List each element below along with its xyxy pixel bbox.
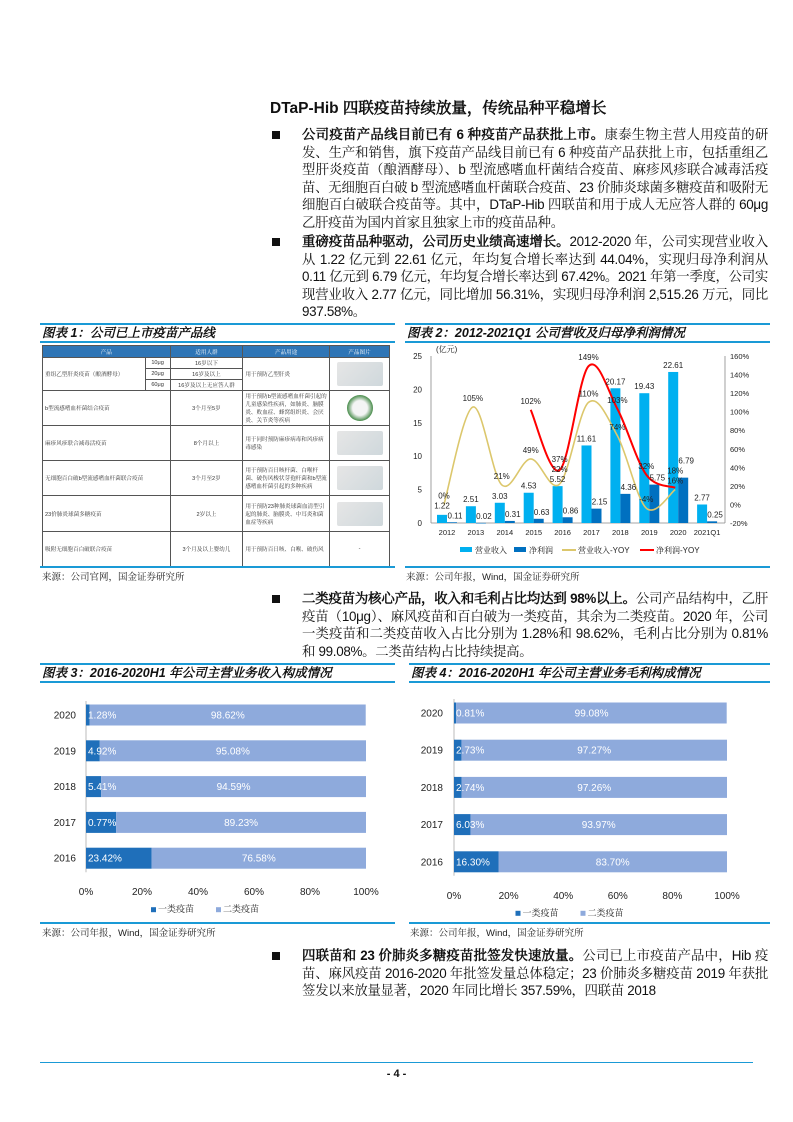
class2-label: 95.08% bbox=[215, 746, 250, 758]
legend-swatch bbox=[514, 547, 526, 552]
y2-tick-label: 100% bbox=[730, 407, 750, 417]
y-axis-unit: (亿元) bbox=[436, 345, 458, 354]
profit-yoy-label: 32% bbox=[638, 461, 655, 471]
x-tick-label: 100% bbox=[353, 887, 379, 899]
population: 3个月至2岁 bbox=[170, 461, 243, 496]
x-tick-label: 0% bbox=[78, 887, 94, 899]
revenue-profit-chart bbox=[400, 340, 770, 565]
dose: 10μg bbox=[145, 358, 170, 369]
x-tick-label: 60% bbox=[607, 890, 628, 902]
profit-label: 5.75 bbox=[649, 473, 666, 483]
revenue-bar bbox=[697, 504, 707, 523]
profit-label: 2.15 bbox=[591, 497, 608, 507]
divider bbox=[409, 922, 770, 924]
figure1-title: 图表 1：公司已上市疫苗产品线 bbox=[40, 323, 395, 343]
revenue-bar bbox=[437, 515, 447, 523]
x-tick-label: 2014 bbox=[496, 528, 514, 537]
profit-bar bbox=[707, 521, 717, 523]
class2-label: 98.62% bbox=[210, 710, 245, 722]
revenue-label: 22.61 bbox=[663, 360, 684, 370]
y-tick-label: 25 bbox=[413, 352, 422, 361]
category-label: 2017 bbox=[420, 820, 443, 832]
legend-label: 二类疫苗 bbox=[223, 904, 260, 915]
usage: 用于预防百日咳杆菌、白喉杆菌、破伤风梭状芽孢杆菌和b型流感嗜血杆菌引起的多种疾病 bbox=[243, 461, 330, 496]
class1-label: 23.42% bbox=[88, 853, 122, 865]
dose: 20μg bbox=[145, 369, 170, 380]
revenue-yoy-label: 0% bbox=[438, 491, 450, 501]
profit-label: 0.11 bbox=[447, 511, 463, 521]
category-label: 2017 bbox=[53, 817, 76, 829]
x-tick-label: 80% bbox=[662, 890, 683, 902]
class1-label: 6.03% bbox=[456, 820, 485, 832]
paragraph-product-line bbox=[272, 126, 768, 232]
y2-tick-label: 60% bbox=[730, 444, 746, 454]
revenue-label: 4.53 bbox=[520, 481, 537, 491]
divider bbox=[405, 566, 770, 568]
revenue-yoy-label: -4% bbox=[639, 495, 654, 505]
class1-label: 16.30% bbox=[456, 857, 490, 869]
y-tick-label: 0 bbox=[417, 519, 422, 528]
figure3-title: 图表 3：2016-2020H1 年公司主营业务收入构成情况 bbox=[40, 663, 395, 683]
legend-swatch bbox=[151, 907, 156, 912]
revenue-bar bbox=[524, 493, 534, 523]
category-label: 2020 bbox=[53, 710, 76, 722]
figure2-title: 图表 2：2012-2021Q1 公司营收及归母净利润情况 bbox=[405, 323, 770, 343]
y-tick-label: 10 bbox=[413, 452, 422, 462]
table-row bbox=[43, 461, 390, 496]
usage: 用于预防百日咳、白喉、破伤风 bbox=[243, 532, 330, 567]
x-tick-label: 2017 bbox=[583, 528, 600, 537]
product-name: 麻疹风疹联合减毒活疫苗 bbox=[43, 426, 171, 461]
page-number: - 4 - bbox=[386, 1068, 407, 1080]
class2-label: 94.59% bbox=[216, 782, 251, 794]
y2-tick-label: 80% bbox=[730, 426, 746, 436]
x-tick-label: 20% bbox=[131, 887, 153, 899]
table-row bbox=[43, 532, 390, 567]
usage: 用于预防乙型肝炎 bbox=[243, 358, 330, 391]
profit-bar bbox=[447, 522, 457, 523]
divider bbox=[40, 566, 395, 568]
profit-bar bbox=[563, 517, 573, 523]
product-image bbox=[330, 496, 390, 532]
class2-label: 83.70% bbox=[595, 857, 630, 869]
profit-bar bbox=[505, 521, 515, 523]
paragraph-batch-release bbox=[272, 947, 768, 1000]
x-tick-label: 80% bbox=[299, 887, 321, 899]
profit-label: 4.36 bbox=[620, 482, 637, 492]
x-tick-label: 2013 bbox=[467, 528, 485, 537]
revenue-yoy-label: 74% bbox=[609, 422, 626, 432]
product-image: - bbox=[330, 532, 390, 567]
legend-label: 净利润-YOY bbox=[656, 546, 700, 555]
revenue-label: 3.03 bbox=[492, 491, 508, 501]
paragraph-lead: 四联苗和 23 价肺炎多糖疫苗批签发快速放量。 bbox=[302, 948, 583, 963]
legend-swatch bbox=[581, 911, 586, 916]
y2-tick-label: 40% bbox=[730, 463, 746, 473]
paragraph-body: 康泰生物主营人用疫苗的研发、生产和销售，旗下疫苗产品线目前已有 6 种疫苗产品获批上市，包括重组乙型肝炎疫苗（酿酒酵母）、b 型流感嗜血杆菌结合疫苗、麻疹风疹联合减毒活疫苗、无细胞百白破 b 型流感嗜血杆菌联合疫苗、23 价肺炎球菌多糖疫苗和吸附无细胞百白破联合疫苗等。其中，DTaP-Hib 四联苗和用于成人无应答人群的 60μg 乙肝疫苗为国内首家且独家上市的疫苗品种。 bbox=[302, 127, 769, 230]
table-row bbox=[43, 391, 390, 426]
y-tick-label: 5 bbox=[417, 485, 422, 495]
paragraph-body: 2012-2020 年，公司实现营业收入从 1.22 亿元到 22.61 亿元，年均复合增长率达到 44.04%，实现归母净利润从 0.11 亿元到 6.79 亿元，年均复合增长率达到 67.42%。2021 年第一季度，公司实现营业收入 2.77 亿元，同比增加 56.31%，实现归母净利润 2,515.26 万元，同比 937.58%。 bbox=[302, 234, 769, 320]
y2-tick-label: 140% bbox=[730, 370, 750, 380]
table-header: 产品图片 bbox=[330, 346, 390, 358]
category-label: 2016 bbox=[420, 857, 443, 869]
paragraph-body: 公司产品结构中，乙肝疫苗（10μg）、麻风疫苗和百白破为一类疫苗，其余为二类疫苗。2020 年，公司一类疫苗和二类疫苗收入占比分别为 1.28%和 98.62%，毛利占比分别为 0.81%和 99.08%。二类苗结构占比持续提高。 bbox=[302, 591, 769, 659]
figure2-source: 来源：公司年报，Wind，国金证券研究所 bbox=[406, 572, 580, 583]
category-label: 2018 bbox=[53, 782, 76, 794]
class1-label: 4.92% bbox=[88, 746, 117, 758]
profit-yoy-label: 18% bbox=[667, 466, 684, 476]
population: 3个月至5岁 bbox=[170, 391, 243, 426]
product-name: 无细胞百白破b型流感嗜血杆菌联合疫苗 bbox=[43, 461, 171, 496]
category-label: 2018 bbox=[420, 782, 443, 794]
legend-swatch bbox=[216, 907, 221, 912]
class2-label: 89.23% bbox=[224, 817, 259, 829]
profit-label: 0.31 bbox=[505, 509, 521, 519]
class2-label: 93.97% bbox=[581, 820, 616, 832]
x-tick-label: 100% bbox=[714, 890, 740, 902]
revenue-bar bbox=[582, 445, 592, 523]
paragraph-body: 公司已上市疫苗产品中，Hib 疫苗、麻风疫苗 2016-2020 年批签发量总体稳定；23 价肺炎多糖疫苗 2019 年获批签发以来放量显著，2020 年同比增长 357.59%，四联苗 2018 bbox=[302, 948, 769, 999]
legend-label: 一类疫苗 bbox=[158, 904, 195, 915]
x-tick-label: 2012 bbox=[438, 528, 456, 537]
divider bbox=[40, 922, 395, 924]
revenue-composition-chart bbox=[40, 685, 400, 921]
profit-label: 0.25 bbox=[707, 510, 723, 520]
profit-label: 0.63 bbox=[533, 507, 550, 517]
class1-label: 2.73% bbox=[456, 745, 485, 757]
figure1-source: 来源：公司官网，国金证券研究所 bbox=[42, 572, 185, 583]
population: 3个月及以上婴幼儿 bbox=[170, 532, 243, 567]
class2-label: 97.27% bbox=[577, 745, 612, 757]
legend-swatch bbox=[516, 911, 521, 916]
revenue-label: 19.43 bbox=[634, 382, 655, 392]
product-name: 吸附无细胞百白破联合疫苗 bbox=[43, 532, 171, 567]
x-tick-label: 2016 bbox=[554, 528, 571, 537]
profit-label: 6.79 bbox=[678, 456, 694, 466]
class1-label: 2.74% bbox=[456, 782, 485, 794]
category-label: 2019 bbox=[53, 746, 76, 758]
revenue-label: 1.22 bbox=[434, 501, 450, 511]
footer-divider bbox=[40, 1062, 753, 1063]
table-header: 产品用途 bbox=[243, 346, 330, 358]
category-label: 2020 bbox=[420, 708, 443, 720]
profit-yoy-label: 103% bbox=[607, 395, 628, 405]
profit-bar bbox=[592, 509, 602, 523]
product-image bbox=[330, 358, 390, 391]
figure4-title: 图表 4：2016-2020H1 年公司主营业务毛利构成情况 bbox=[409, 663, 770, 683]
profit-label: 0.86 bbox=[562, 506, 579, 516]
profit-yoy-label: 149% bbox=[578, 353, 599, 363]
profit-yoy-label: 37% bbox=[551, 455, 568, 465]
revenue-yoy-label: 21% bbox=[493, 471, 510, 481]
profit-label: 0.02 bbox=[476, 511, 492, 521]
revenue-yoy-label: 105% bbox=[462, 394, 484, 404]
legend-label: 净利润 bbox=[529, 546, 553, 555]
product-image bbox=[330, 391, 390, 426]
class1-label: 5.41% bbox=[88, 782, 117, 794]
y2-tick-label: 120% bbox=[730, 389, 750, 399]
x-tick-label: 2021Q1 bbox=[693, 528, 721, 537]
table-row bbox=[43, 426, 390, 461]
profit-yoy-label: 102% bbox=[520, 396, 541, 406]
legend-label: 一类疫苗 bbox=[522, 907, 559, 918]
usage: 用于同时预防麻疹病毒和风疹病毒感染 bbox=[243, 426, 330, 461]
y2-tick-label: 0% bbox=[730, 500, 741, 510]
dose: 60μg bbox=[145, 380, 170, 391]
usage: 用于预防23种肺炎球菌血清型引起的肺炎、脑膜炎、中耳炎和菌血症等疾病 bbox=[243, 496, 330, 532]
class1-label: 1.28% bbox=[88, 710, 117, 722]
legend-label: 二类疫苗 bbox=[587, 907, 624, 918]
population: 16岁以下 bbox=[170, 358, 243, 369]
product-image bbox=[330, 426, 390, 461]
y-tick-label: 20 bbox=[413, 385, 422, 395]
population: 16岁及以上无应答人群 bbox=[170, 380, 243, 391]
legend-swatch bbox=[460, 547, 472, 552]
x-tick-label: 2015 bbox=[525, 528, 543, 537]
class2-label: 99.08% bbox=[574, 708, 609, 720]
x-tick-label: 2020 bbox=[669, 528, 687, 537]
population: 16岁及以上 bbox=[170, 369, 243, 380]
revenue-yoy-label: 16% bbox=[667, 476, 684, 486]
population: 8个月以上 bbox=[170, 426, 243, 461]
category-label: 2016 bbox=[53, 853, 76, 865]
x-tick-label: 20% bbox=[498, 890, 519, 902]
gross-profit-composition-chart bbox=[405, 685, 775, 921]
bullet-icon bbox=[272, 595, 280, 603]
revenue-bar bbox=[668, 372, 678, 523]
table-row bbox=[43, 358, 390, 369]
revenue-bar bbox=[466, 506, 476, 523]
table-header: 适用人群 bbox=[170, 346, 243, 358]
population: 2岁以上 bbox=[170, 496, 243, 532]
category-label: 2019 bbox=[420, 745, 443, 757]
x-tick-label: 40% bbox=[553, 890, 574, 902]
product-name: b型流感嗜血杆菌结合疫苗 bbox=[43, 391, 171, 426]
product-name: 23价肺炎球菌多糖疫苗 bbox=[43, 496, 171, 532]
profit-bar bbox=[476, 523, 486, 524]
section-title: DTaP-Hib 四联疫苗持续放量，传统品种平稳增长 bbox=[270, 100, 607, 117]
class1-label: 0.81% bbox=[456, 708, 485, 720]
x-tick-label: 2019 bbox=[640, 528, 658, 537]
revenue-label: 2.51 bbox=[463, 495, 479, 505]
product-image bbox=[330, 461, 390, 496]
x-tick-label: 2018 bbox=[612, 528, 629, 537]
bullet-icon bbox=[272, 238, 280, 246]
revenue-label: 5.52 bbox=[549, 475, 566, 485]
bullet-icon bbox=[272, 131, 280, 139]
paragraph-lead: 公司疫苗产品线目前已有 6 种疫苗产品获批上市。 bbox=[302, 127, 605, 142]
y2-tick-label: 20% bbox=[730, 481, 746, 491]
profit-bar bbox=[620, 494, 630, 523]
class2-label: 76.58% bbox=[241, 853, 276, 865]
product-name: 重组乙型肝炎疫苗（酿酒酵母） bbox=[43, 358, 146, 391]
paragraph-lead: 重磅疫苗品种驱动，公司历史业绩高速增长。 bbox=[302, 234, 570, 249]
legend-label: 营业收入-YOY bbox=[578, 546, 630, 555]
revenue-yoy-label: 22% bbox=[551, 465, 568, 475]
y-tick-label: 15 bbox=[413, 418, 422, 428]
figure4-source: 来源：公司年报，Wind，国金证券研究所 bbox=[410, 928, 584, 939]
y2-tick-label: 160% bbox=[730, 352, 750, 361]
revenue-label: 20.17 bbox=[605, 377, 626, 387]
bullet-icon bbox=[272, 952, 280, 960]
table-header: 产品 bbox=[43, 346, 171, 358]
x-tick-label: 60% bbox=[243, 887, 265, 899]
paragraph-vaccine-class bbox=[272, 590, 768, 660]
figure3-source: 来源：公司年报，Wind，国金证券研究所 bbox=[42, 928, 216, 939]
x-tick-label: 40% bbox=[187, 887, 209, 899]
revenue-label: 2.77 bbox=[694, 493, 710, 503]
revenue-bar bbox=[553, 486, 563, 523]
x-tick-label: 0% bbox=[446, 890, 462, 902]
revenue-yoy-label: 110% bbox=[578, 389, 599, 399]
profit-bar bbox=[534, 519, 544, 523]
revenue-label: 11.61 bbox=[576, 434, 597, 444]
revenue-bar bbox=[495, 503, 505, 523]
legend-label: 营业收入 bbox=[475, 546, 507, 555]
class2-label: 97.26% bbox=[577, 782, 612, 794]
class1-label: 0.77% bbox=[88, 817, 117, 829]
y2-tick-label: -20% bbox=[730, 519, 748, 528]
product-table bbox=[42, 345, 390, 567]
table-row bbox=[43, 496, 390, 532]
usage: 用于预防b型流感嗜血杆菌引起的儿童感染性疾病，如肺炎、脑膜炎、败血症、蜂窝组织炎、会厌炎、关节炎等疾病 bbox=[243, 391, 330, 426]
paragraph-performance bbox=[272, 233, 768, 321]
revenue-bar bbox=[610, 388, 620, 523]
revenue-yoy-label: 49% bbox=[522, 445, 539, 455]
paragraph-lead: 二类疫苗为核心产品，收入和毛利占比均达到 98%以上。 bbox=[302, 591, 636, 606]
